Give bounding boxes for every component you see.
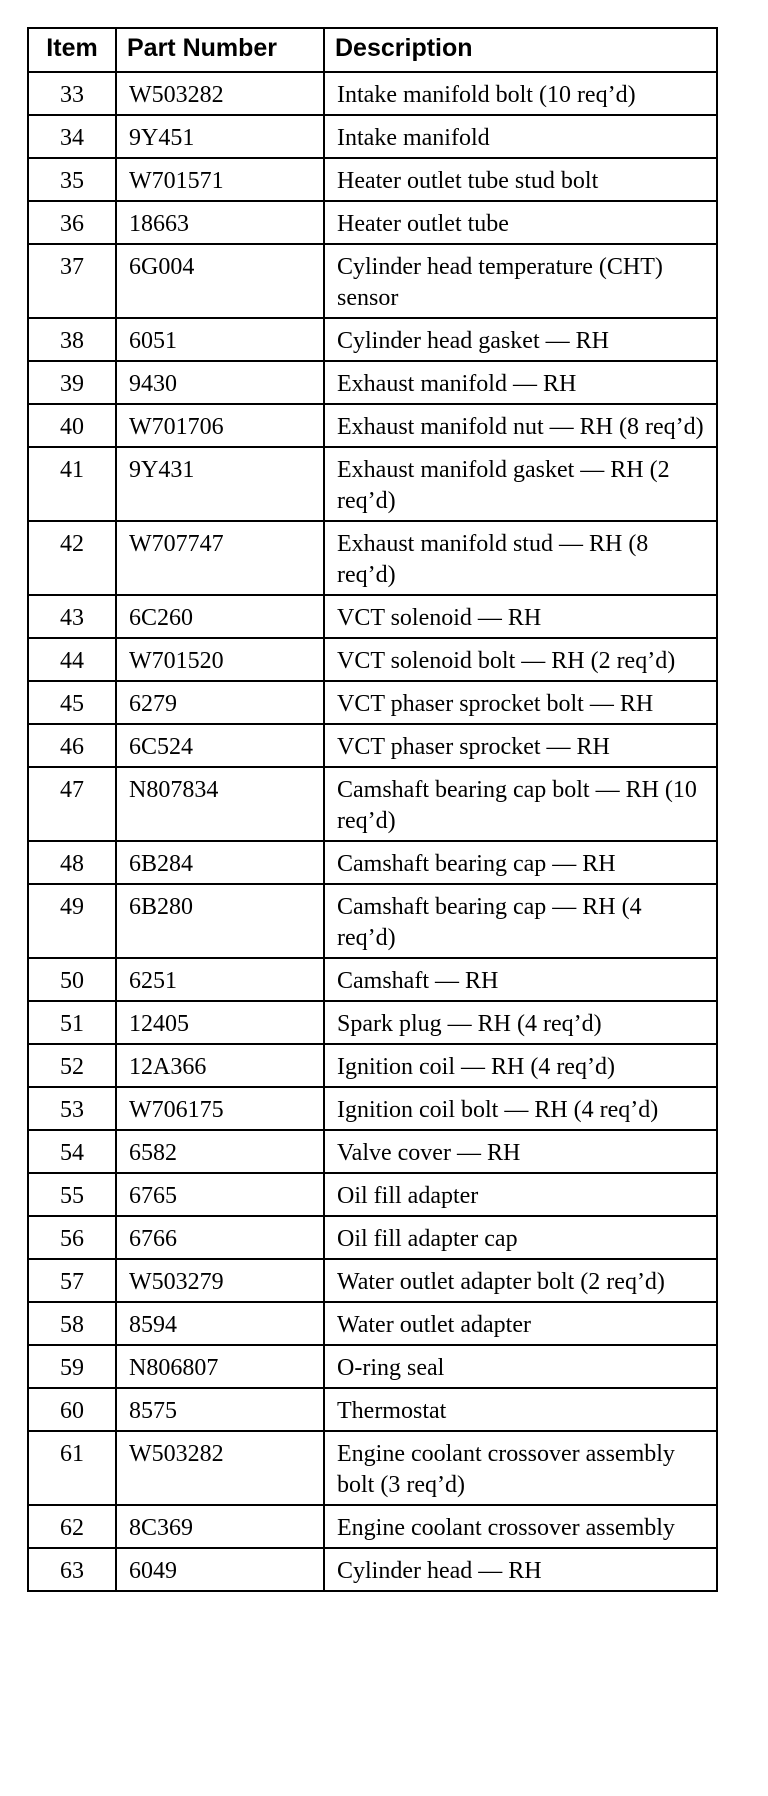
description-cell: Intake manifold bolt (10 req’d) <box>324 72 717 115</box>
part-number-cell: 9Y451 <box>116 115 324 158</box>
table-row <box>28 1548 717 1591</box>
table-row <box>28 958 717 1001</box>
header-description: Description <box>324 28 717 72</box>
table-row <box>28 1388 717 1431</box>
item-cell: 57 <box>28 1259 116 1302</box>
description-cell: Exhaust manifold stud — RH (8 req’d) <box>324 521 717 595</box>
part-number-cell: 6G004 <box>116 244 324 318</box>
table-row <box>28 1001 717 1044</box>
item-cell: 61 <box>28 1431 116 1505</box>
header-part-number: Part Number <box>116 28 324 72</box>
description-cell: Cylinder head — RH <box>324 1548 717 1591</box>
part-number-cell: 6B280 <box>116 884 324 958</box>
item-cell: 41 <box>28 447 116 521</box>
description-cell: Camshaft bearing cap — RH <box>324 841 717 884</box>
table-row <box>28 884 717 958</box>
item-cell: 53 <box>28 1087 116 1130</box>
part-number-cell: 9430 <box>116 361 324 404</box>
table-row <box>28 115 717 158</box>
table-row <box>28 201 717 244</box>
item-cell: 50 <box>28 958 116 1001</box>
item-cell: 58 <box>28 1302 116 1345</box>
table-row <box>28 404 717 447</box>
description-cell: Ignition coil bolt — RH (4 req’d) <box>324 1087 717 1130</box>
description-cell: Exhaust manifold gasket — RH (2 req’d) <box>324 447 717 521</box>
table-row <box>28 1345 717 1388</box>
item-cell: 54 <box>28 1130 116 1173</box>
item-cell: 48 <box>28 841 116 884</box>
table-row <box>28 1173 717 1216</box>
description-cell: Camshaft bearing cap — RH (4 req’d) <box>324 884 717 958</box>
description-cell: O-ring seal <box>324 1345 717 1388</box>
item-cell: 56 <box>28 1216 116 1259</box>
table-row <box>28 447 717 521</box>
part-number-cell: 6765 <box>116 1173 324 1216</box>
part-number-cell: 6251 <box>116 958 324 1001</box>
item-cell: 43 <box>28 595 116 638</box>
table-row <box>28 681 717 724</box>
table-row <box>28 1216 717 1259</box>
item-cell: 46 <box>28 724 116 767</box>
parts-table <box>27 27 718 1592</box>
table-row <box>28 1259 717 1302</box>
item-cell: 42 <box>28 521 116 595</box>
description-cell: Engine coolant crossover assembly <box>324 1505 717 1548</box>
description-cell: Heater outlet tube stud bolt <box>324 158 717 201</box>
item-cell: 47 <box>28 767 116 841</box>
table-row <box>28 1505 717 1548</box>
description-cell: Oil fill adapter cap <box>324 1216 717 1259</box>
table-body <box>28 72 717 1591</box>
description-cell: Exhaust manifold nut — RH (8 req’d) <box>324 404 717 447</box>
item-cell: 62 <box>28 1505 116 1548</box>
description-cell: Spark plug — RH (4 req’d) <box>324 1001 717 1044</box>
part-number-cell: 18663 <box>116 201 324 244</box>
part-number-cell: 12A366 <box>116 1044 324 1087</box>
item-cell: 37 <box>28 244 116 318</box>
table-row <box>28 244 717 318</box>
part-number-cell: W701571 <box>116 158 324 201</box>
description-cell: Thermostat <box>324 1388 717 1431</box>
table-row <box>28 521 717 595</box>
item-cell: 49 <box>28 884 116 958</box>
part-number-cell: 6C260 <box>116 595 324 638</box>
table-row <box>28 361 717 404</box>
description-cell: Intake manifold <box>324 115 717 158</box>
table-row <box>28 724 717 767</box>
description-cell: VCT phaser sprocket — RH <box>324 724 717 767</box>
part-number-cell: 12405 <box>116 1001 324 1044</box>
description-cell: Camshaft — RH <box>324 958 717 1001</box>
item-cell: 55 <box>28 1173 116 1216</box>
part-number-cell: W707747 <box>116 521 324 595</box>
part-number-cell: W503282 <box>116 72 324 115</box>
part-number-cell: 6049 <box>116 1548 324 1591</box>
description-cell: Cylinder head temperature (CHT) sensor <box>324 244 717 318</box>
item-cell: 52 <box>28 1044 116 1087</box>
header-item: Item <box>28 28 116 72</box>
table-row <box>28 1130 717 1173</box>
description-cell: VCT phaser sprocket bolt — RH <box>324 681 717 724</box>
part-number-cell: W701706 <box>116 404 324 447</box>
table-row <box>28 595 717 638</box>
item-cell: 33 <box>28 72 116 115</box>
item-cell: 34 <box>28 115 116 158</box>
part-number-cell: 9Y431 <box>116 447 324 521</box>
description-cell: Water outlet adapter bolt (2 req’d) <box>324 1259 717 1302</box>
item-cell: 36 <box>28 201 116 244</box>
description-cell: Exhaust manifold — RH <box>324 361 717 404</box>
item-cell: 51 <box>28 1001 116 1044</box>
table-row <box>28 767 717 841</box>
item-cell: 39 <box>28 361 116 404</box>
description-cell: Heater outlet tube <box>324 201 717 244</box>
item-cell: 45 <box>28 681 116 724</box>
description-cell: VCT solenoid — RH <box>324 595 717 638</box>
item-cell: 59 <box>28 1345 116 1388</box>
item-cell: 38 <box>28 318 116 361</box>
item-cell: 44 <box>28 638 116 681</box>
description-cell: Water outlet adapter <box>324 1302 717 1345</box>
part-number-cell: N806807 <box>116 1345 324 1388</box>
part-number-cell: 6C524 <box>116 724 324 767</box>
description-cell: Oil fill adapter <box>324 1173 717 1216</box>
part-number-cell: 6051 <box>116 318 324 361</box>
table-row <box>28 841 717 884</box>
description-cell: Valve cover — RH <box>324 1130 717 1173</box>
item-cell: 63 <box>28 1548 116 1591</box>
description-cell: Engine coolant crossover assembly bolt (3 req’d) <box>324 1431 717 1505</box>
part-number-cell: W706175 <box>116 1087 324 1130</box>
table-row <box>28 318 717 361</box>
table-row <box>28 1431 717 1505</box>
part-number-cell: 6B284 <box>116 841 324 884</box>
item-cell: 60 <box>28 1388 116 1431</box>
part-number-cell: 8C369 <box>116 1505 324 1548</box>
part-number-cell: 8594 <box>116 1302 324 1345</box>
part-number-cell: 6582 <box>116 1130 324 1173</box>
part-number-cell: N807834 <box>116 767 324 841</box>
part-number-cell: W503279 <box>116 1259 324 1302</box>
table-row <box>28 1044 717 1087</box>
table-row <box>28 1302 717 1345</box>
item-cell: 35 <box>28 158 116 201</box>
table-row <box>28 1087 717 1130</box>
table-row <box>28 638 717 681</box>
part-number-cell: 6766 <box>116 1216 324 1259</box>
header-row <box>28 28 717 72</box>
part-number-cell: 8575 <box>116 1388 324 1431</box>
item-cell: 40 <box>28 404 116 447</box>
description-cell: VCT solenoid bolt — RH (2 req’d) <box>324 638 717 681</box>
part-number-cell: W503282 <box>116 1431 324 1505</box>
table-row <box>28 158 717 201</box>
part-number-cell: 6279 <box>116 681 324 724</box>
part-number-cell: W701520 <box>116 638 324 681</box>
description-cell: Cylinder head gasket — RH <box>324 318 717 361</box>
table-row <box>28 72 717 115</box>
description-cell: Ignition coil — RH (4 req’d) <box>324 1044 717 1087</box>
description-cell: Camshaft bearing cap bolt — RH (10 req’d) <box>324 767 717 841</box>
